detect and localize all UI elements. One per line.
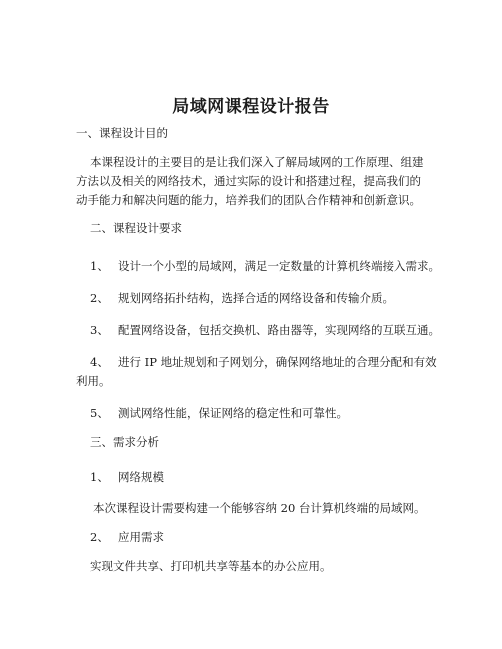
requirement-item-continuation: 利用。 xyxy=(76,374,111,388)
item-text: 配置网络设备，包括交换机、路由器等，实现网络的互联互通。 xyxy=(118,323,440,337)
subsection-number: 2、 xyxy=(90,530,109,544)
section-heading-purpose: 一、课程设计目的 xyxy=(76,126,168,140)
subsection-title: 网络规模 xyxy=(118,470,164,484)
item-number: 5、 xyxy=(90,406,109,420)
requirement-item xyxy=(90,322,440,338)
item-number: 1、 xyxy=(90,259,109,273)
item-number: 2、 xyxy=(90,291,109,305)
subsection-heading xyxy=(90,469,164,485)
requirement-item xyxy=(90,405,348,421)
item-number: 3、 xyxy=(90,323,109,337)
subsection-title: 应用需求 xyxy=(118,530,164,544)
requirement-item xyxy=(90,258,440,274)
requirement-item xyxy=(90,354,437,370)
subsection-number: 1、 xyxy=(90,470,109,484)
item-text: 测试网络性能，保证网络的稳定性和可靠性。 xyxy=(118,406,348,420)
document-title: 局域网课程设计报告 xyxy=(172,97,330,117)
item-text: 进行 IP 地址规划和子网划分，确保网络地址的合理分配和有效 xyxy=(118,355,437,369)
purpose-paragraph-line-3: 动手能力和解决问题的能力，培养我们的团队合作精神和创新意识。 xyxy=(76,193,421,207)
purpose-paragraph-line-2: 方法以及相关的网络技术，通过实际的设计和搭建过程，提高我们的 xyxy=(76,174,421,188)
section-heading-analysis: 三、需求分析 xyxy=(90,435,159,449)
section-heading-requirements: 二、课程设计要求 xyxy=(90,221,182,235)
subsection-text: 本次课程设计需要构建一个能够容纳 20 台计算机终端的局域网。 xyxy=(93,501,426,515)
purpose-paragraph-line-1: 本课程设计的主要目的是让我们深入了解局域网的工作原理、组建 xyxy=(90,155,424,169)
item-text: 设计一个小型的局域网，满足一定数量的计算机终端接入需求。 xyxy=(118,259,440,273)
item-number: 4、 xyxy=(90,355,109,369)
requirement-item xyxy=(90,290,394,306)
item-text: 规划网络拓扑结构，选择合适的网络设备和传输介质。 xyxy=(118,291,394,305)
subsection-text: 实现文件共享、打印机共享等基本的办公应用。 xyxy=(90,559,332,573)
subsection-heading xyxy=(90,529,164,545)
